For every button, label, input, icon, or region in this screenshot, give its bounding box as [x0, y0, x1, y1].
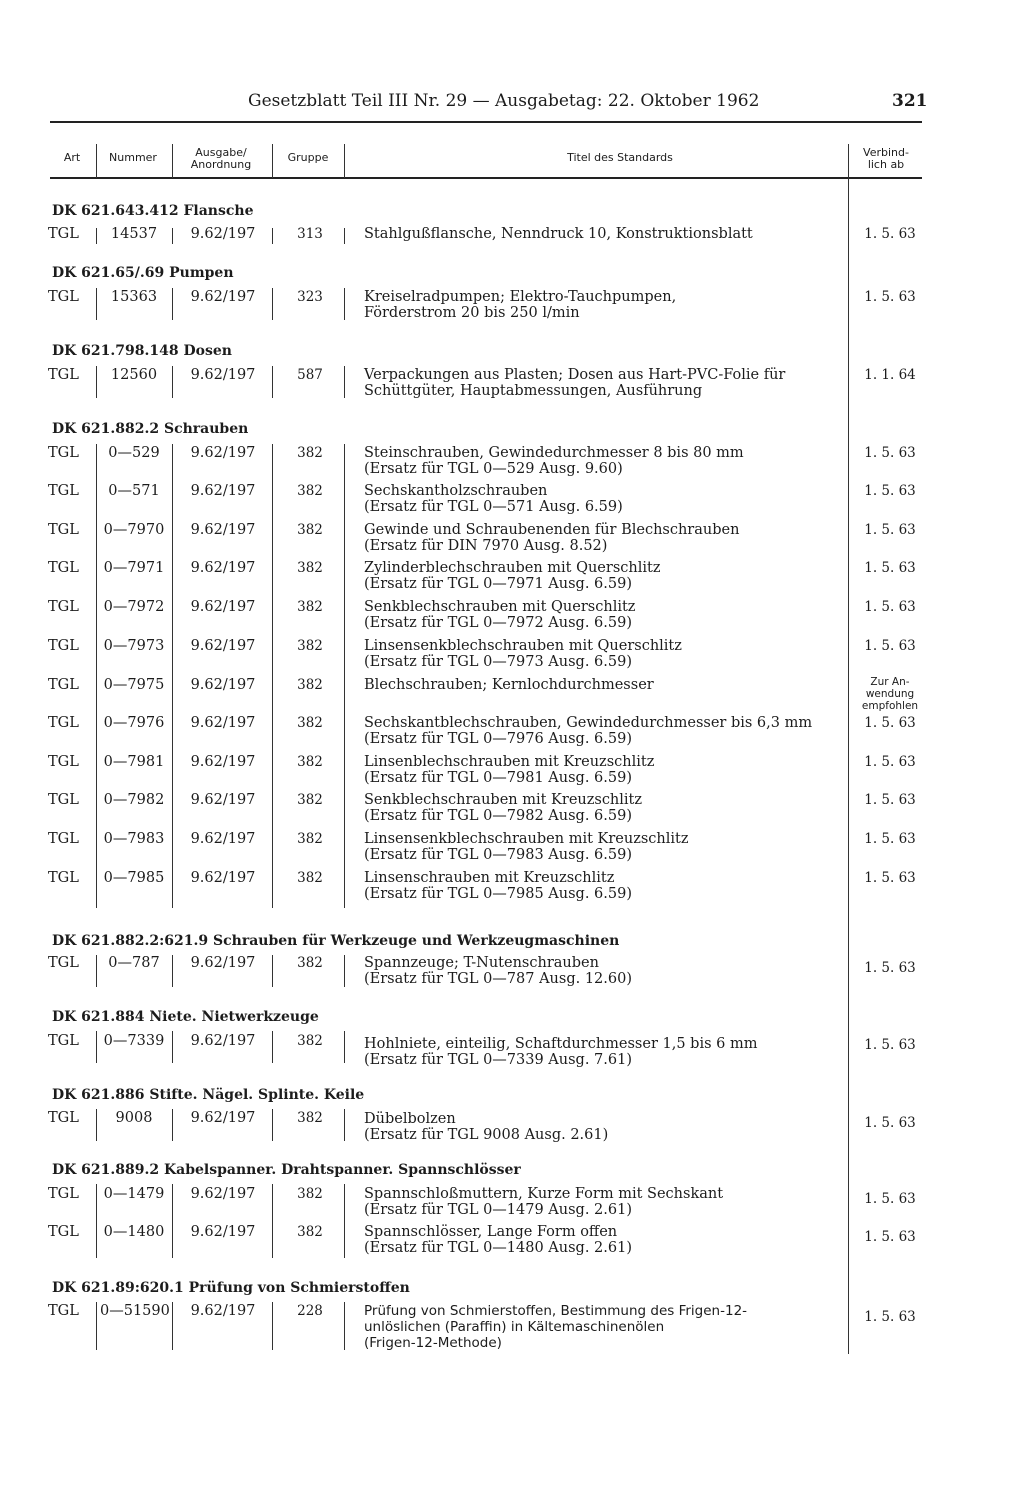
column-divider [96, 144, 97, 178]
cell-verbindlich: 1. 5. 63 [864, 1115, 916, 1131]
cell-art: TGL [48, 1186, 79, 1202]
cell-art: TGL [48, 445, 79, 461]
cell-art: TGL [48, 367, 79, 383]
cell-art: TGL [48, 1224, 79, 1240]
section-heading: DK 621.89:620.1 Prüfung von Schmierstoffen [52, 1280, 410, 1296]
titel-line-2: Schüttgüter, Hauptabmessungen, Ausführung [364, 383, 703, 399]
titel-line-2: (Ersatz für TGL 0—571 Ausg. 6.59) [364, 499, 623, 515]
cell-gruppe: 382 [297, 955, 323, 971]
cell-art: TGL [48, 599, 79, 615]
section-heading: DK 621.798.148 Dosen [52, 343, 232, 359]
cell-nummer: 0—7970 [103, 522, 165, 538]
cell-nummer: 0—7981 [103, 754, 165, 770]
cell-divider [96, 366, 97, 398]
titel-line-1: Senkblechschrauben mit Querschlitz [364, 599, 636, 615]
cell-art: TGL [48, 677, 79, 693]
column-header-gruppe: Gruppe [287, 151, 329, 164]
cell-art: TGL [48, 522, 79, 538]
cell-gruppe: 382 [297, 831, 323, 847]
cell-gruppe: 382 [297, 754, 323, 770]
cell-verbindlich: 1. 1. 64 [864, 367, 916, 383]
cell-art: TGL [48, 715, 79, 731]
cell-divider [272, 1031, 273, 1063]
cell-art: TGL [48, 754, 79, 770]
cell-titel [364, 1036, 757, 1068]
titel-line-1: Spannschloßmuttern, Kurze Form mit Sechskant [364, 1186, 724, 1202]
cell-ausgabe: 9.62/197 [190, 1033, 256, 1049]
cell-divider [172, 366, 173, 398]
cell-ausgabe: 9.62/197 [190, 367, 256, 383]
cell-verbindlich: 1. 5. 63 [864, 445, 916, 461]
cell-verbindlich: 1. 5. 63 [864, 638, 916, 654]
cell-titel [364, 483, 623, 515]
table-row [0, 870, 1024, 906]
cell-ausgabe: 9.62/197 [190, 677, 256, 693]
table-row [0, 226, 1024, 262]
section-heading: DK 621.65/.69 Pumpen [52, 265, 234, 281]
cell-art: TGL [48, 226, 79, 242]
cell-titel [364, 870, 632, 902]
cell-ausgabe: 9.62/197 [190, 715, 256, 731]
cell-ausgabe: 9.62/197 [190, 445, 256, 461]
section-heading: DK 621.882.2 Schrauben [52, 421, 249, 437]
cell-nummer: 0—7972 [103, 599, 165, 615]
cell-ausgabe: 9.62/197 [190, 483, 256, 499]
cell-titel [364, 1111, 608, 1143]
cell-divider [344, 1031, 345, 1063]
cell-titel [364, 560, 660, 592]
cell-nummer: 0—7985 [103, 870, 165, 886]
table-row [0, 792, 1024, 828]
cell-verbindlich: 1. 5. 63 [864, 226, 916, 242]
cell-verbindlich: 1. 5. 63 [864, 1229, 916, 1245]
table-row [0, 1033, 1024, 1069]
table-row [0, 715, 1024, 751]
column-header-verbindlich-line1: Verbind- [863, 146, 909, 159]
cell-divider [172, 1031, 173, 1063]
titel-line-2: (Ersatz für TGL 0—7976 Ausg. 6.59) [364, 731, 633, 747]
titel-line-2: (Ersatz für TGL 9008 Ausg. 2.61) [364, 1127, 609, 1143]
cell-nummer: 0—7973 [103, 638, 165, 654]
titel-line-2: (Ersatz für TGL 0—7985 Ausg. 6.59) [364, 886, 633, 902]
cell-nummer: 0—7339 [103, 1033, 165, 1049]
cell-verbindlich: 1. 5. 63 [864, 831, 916, 847]
cell-nummer: 0—787 [108, 955, 160, 971]
column-header-titel: Titel des Standards [567, 151, 673, 164]
cell-divider [272, 955, 273, 987]
cell-divider [96, 1109, 97, 1141]
cell-divider [344, 228, 345, 244]
cell-verbindlich: Zur An- wendung empfohlen [861, 676, 919, 712]
cell-ausgabe: 9.62/197 [190, 599, 256, 615]
cell-titel [364, 955, 632, 987]
cell-divider [272, 288, 273, 320]
cell-nummer: 0—7975 [103, 677, 165, 693]
cell-ausgabe: 9.62/197 [190, 831, 256, 847]
cell-verbindlich: 1. 5. 63 [864, 1191, 916, 1207]
cell-art: TGL [48, 870, 79, 886]
titel-line-1: Sechskantblechschrauben, Gewindedurchmesser bis 6,3 mm [364, 715, 813, 731]
cell-art: TGL [48, 792, 79, 808]
cell-nummer: 0—1479 [103, 1186, 165, 1202]
cell-gruppe: 382 [297, 1186, 323, 1202]
cell-gruppe: 382 [297, 445, 323, 461]
cell-divider [272, 1109, 273, 1141]
cell-titel [364, 792, 642, 824]
cell-titel [364, 677, 654, 693]
titel-line-1: Verpackungen aus Plasten; Dosen aus Hart-PVC-Folie für [364, 367, 786, 383]
cell-gruppe: 587 [297, 367, 323, 383]
cell-gruppe: 382 [297, 560, 323, 576]
cell-art: TGL [48, 1110, 79, 1126]
cell-titel [364, 831, 689, 863]
cell-nummer: 12560 [110, 367, 158, 383]
titel-line-1: Kreiselradpumpen; Elektro-Tauchpumpen, [364, 289, 677, 305]
titel-line-1: Linsensenkblechschrauben mit Querschlitz [364, 638, 682, 654]
cell-gruppe: 228 [297, 1303, 323, 1319]
titel-line-1: Stahlgußflansche, Nenndruck 10, Konstruktionsblatt [364, 226, 753, 242]
cell-gruppe: 382 [297, 792, 323, 808]
cell-ausgabe: 9.62/197 [190, 1110, 256, 1126]
column-header-ausgabe-line1: Ausgabe/ [195, 146, 247, 159]
titel-line-1: Spannzeuge; T-Nutenschrauben [364, 955, 599, 971]
cell-ausgabe: 9.62/197 [190, 226, 256, 242]
cell-nummer: 0—7982 [103, 792, 165, 808]
cell-titel [364, 1186, 723, 1218]
titel-line-3: (Frigen-12-Methode) [364, 1335, 502, 1351]
cell-ausgabe: 9.62/197 [190, 522, 256, 538]
table-row [0, 289, 1024, 325]
column-header-ausgabe-line2: Anordnung [190, 158, 252, 171]
cell-nummer: 9008 [115, 1110, 153, 1126]
cell-titel [364, 1224, 632, 1256]
titel-line-1: Dübelbolzen [364, 1111, 456, 1127]
column-header-rule [50, 177, 922, 179]
section-heading: DK 621.884 Niete. Nietwerkzeuge [52, 1009, 319, 1025]
titel-line-1: Hohlniete, einteilig, Schaftdurchmesser 1,5 bis 6 mm [364, 1036, 758, 1052]
titel-line-2: (Ersatz für TGL 0—529 Ausg. 9.60) [364, 461, 623, 477]
titel-line-1: Gewinde und Schraubenenden für Blechschrauben [364, 522, 740, 538]
cell-divider [96, 955, 97, 987]
cell-gruppe: 382 [297, 483, 323, 499]
cell-gruppe: 382 [297, 870, 323, 886]
titel-line-2: Förderstrom 20 bis 250 l/min [364, 305, 580, 321]
cell-titel [364, 445, 744, 477]
cell-ausgabe: 9.62/197 [190, 955, 256, 971]
column-header-verbindlich-line2: lich ab [867, 158, 905, 171]
column-header-art: Art [63, 151, 81, 164]
cell-ausgabe: 9.62/197 [190, 870, 256, 886]
cell-nummer: 0—7971 [103, 560, 165, 576]
section-heading: DK 621.643.412 Flansche [52, 203, 254, 219]
cell-ausgabe: 9.62/197 [190, 792, 256, 808]
column-header-ausgabe [176, 147, 266, 171]
cell-titel [364, 1303, 747, 1351]
section-heading: DK 621.886 Stifte. Nägel. Splinte. Keile [52, 1087, 365, 1103]
cell-divider [172, 955, 173, 987]
cell-art: TGL [48, 638, 79, 654]
titel-line-2: (Ersatz für TGL 0—7973 Ausg. 6.59) [364, 654, 633, 670]
cell-divider [272, 366, 273, 398]
cell-ausgabe: 9.62/197 [190, 560, 256, 576]
cell-art: TGL [48, 483, 79, 499]
table-row [0, 522, 1024, 558]
table-row [0, 754, 1024, 790]
titel-line-1: Prüfung von Schmierstoffen, Bestimmung des Frigen-12- [364, 1303, 748, 1319]
titel-line-2: (Ersatz für TGL 0—7972 Ausg. 6.59) [364, 615, 633, 631]
titel-line-2: (Ersatz für TGL 0—7983 Ausg. 6.59) [364, 847, 633, 863]
column-header-nummer: Nummer [109, 151, 157, 164]
column-header-verbindlich [850, 147, 922, 171]
section-heading: DK 621.889.2 Kabelspanner. Drahtspanner. Spannschlösser [52, 1162, 521, 1178]
titel-line-2: (Ersatz für TGL 0—7971 Ausg. 6.59) [364, 576, 633, 592]
column-divider [172, 144, 173, 178]
cell-gruppe: 382 [297, 715, 323, 731]
cell-verbindlich: 1. 5. 63 [864, 754, 916, 770]
cell-divider [96, 288, 97, 320]
cell-art: TGL [48, 1033, 79, 1049]
table-row [0, 483, 1024, 519]
cell-divider [96, 1031, 97, 1063]
cell-divider [172, 288, 173, 320]
cell-gruppe: 382 [297, 1224, 323, 1240]
cell-ausgabe: 9.62/197 [190, 1303, 256, 1319]
cell-art: TGL [48, 831, 79, 847]
cell-titel [364, 367, 785, 399]
table-row [0, 955, 1024, 991]
titel-line-2: (Ersatz für TGL 0—787 Ausg. 12.60) [364, 971, 633, 987]
cell-nummer: 0—7976 [103, 715, 165, 731]
table-row [0, 831, 1024, 867]
cell-gruppe: 382 [297, 522, 323, 538]
cell-verbindlich: 1. 5. 63 [864, 1309, 916, 1325]
cell-verbindlich: 1. 5. 63 [864, 560, 916, 576]
cell-divider [96, 228, 97, 244]
cell-verbindlich: 1. 5. 63 [864, 483, 916, 499]
titel-line-2: (Ersatz für TGL 0—1480 Ausg. 2.61) [364, 1240, 633, 1256]
titel-line-1: Spannschlösser, Lange Form offen [364, 1224, 618, 1240]
cell-titel [364, 599, 635, 631]
cell-gruppe: 382 [297, 1033, 323, 1049]
titel-line-2: (Ersatz für TGL 0—1479 Ausg. 2.61) [364, 1202, 633, 1218]
table-row [0, 1110, 1024, 1146]
titel-line-1: Senkblechschrauben mit Kreuzschlitz [364, 792, 643, 808]
titel-line-2: (Ersatz für DIN 7970 Ausg. 8.52) [364, 538, 608, 554]
cell-nummer: 15363 [110, 289, 158, 305]
table-row [0, 445, 1024, 481]
section-heading: DK 621.882.2:621.9 Schrauben für Werkzeuge und Werkzeugmaschinen [52, 933, 620, 949]
titel-line-1: Sechskantholzschrauben [364, 483, 548, 499]
cell-verbindlich: 1. 5. 63 [864, 870, 916, 886]
cell-titel [364, 715, 812, 747]
cell-art: TGL [48, 955, 79, 971]
table-row [0, 677, 1024, 713]
cell-nummer: 0—529 [108, 445, 160, 461]
cell-titel [364, 754, 654, 786]
titel-line-2: unlöslichen (Paraffin) in Kältemaschinenölen [364, 1319, 665, 1335]
cell-art: TGL [48, 560, 79, 576]
cell-ausgabe: 9.62/197 [190, 1224, 256, 1240]
cell-verbindlich: 1. 5. 63 [864, 522, 916, 538]
table-row [0, 1303, 1024, 1355]
cell-ausgabe: 9.62/197 [190, 289, 256, 305]
cell-gruppe: 323 [297, 289, 323, 305]
cell-gruppe: 313 [297, 226, 323, 242]
cell-titel [364, 522, 739, 554]
cell-art: TGL [48, 1303, 79, 1319]
table-row [0, 638, 1024, 674]
cell-ausgabe: 9.62/197 [190, 638, 256, 654]
table-row [0, 560, 1024, 596]
header-rule [50, 121, 922, 123]
table-row [0, 1186, 1024, 1222]
cell-nummer: 0—7983 [103, 831, 165, 847]
cell-verbindlich: 1. 5. 63 [864, 960, 916, 976]
cell-verbindlich: 1. 5. 63 [864, 1037, 916, 1053]
cell-divider [272, 228, 273, 244]
cell-nummer: 0—51590 [100, 1303, 170, 1319]
cell-titel [364, 638, 682, 670]
table-row [0, 1224, 1024, 1260]
titel-line-2: (Ersatz für TGL 0—7981 Ausg. 6.59) [364, 770, 633, 786]
cell-gruppe: 382 [297, 599, 323, 615]
page-number: 321 [892, 91, 928, 111]
cell-titel [364, 289, 676, 321]
titel-line-1: Linsenblechschrauben mit Kreuzschlitz [364, 754, 655, 770]
cell-divider [344, 1109, 345, 1141]
titel-line-1: Linsenschrauben mit Kreuzschlitz [364, 870, 615, 886]
column-divider [272, 144, 273, 178]
titel-line-1: Linsensenkblechschrauben mit Kreuzschlitz [364, 831, 689, 847]
titel-line-1: Steinschrauben, Gewindedurchmesser 8 bis 80 mm [364, 445, 744, 461]
cell-gruppe: 382 [297, 1110, 323, 1126]
cell-gruppe: 382 [297, 677, 323, 693]
cell-nummer: 0—1480 [103, 1224, 165, 1240]
table-row [0, 599, 1024, 635]
cell-divider [344, 366, 345, 398]
column-divider [344, 144, 345, 178]
page-header-title: Gesetzblatt Teil III Nr. 29 — Ausgabetag: 22. Oktober 1962 [248, 91, 760, 111]
cell-verbindlich: 1. 5. 63 [864, 599, 916, 615]
titel-line-1: Blechschrauben; Kernlochdurchmesser [364, 677, 654, 693]
cell-ausgabe: 9.62/197 [190, 754, 256, 770]
titel-line-1: Zylinderblechschrauben mit Querschlitz [364, 560, 661, 576]
table-row [0, 367, 1024, 403]
cell-divider [344, 955, 345, 987]
cell-divider [344, 288, 345, 320]
cell-titel [364, 226, 753, 242]
cell-divider [172, 1109, 173, 1141]
cell-art: TGL [48, 289, 79, 305]
cell-gruppe: 382 [297, 638, 323, 654]
cell-divider [172, 228, 173, 244]
cell-verbindlich: 1. 5. 63 [864, 715, 916, 731]
cell-nummer: 0—571 [108, 483, 160, 499]
titel-line-2: (Ersatz für TGL 0—7339 Ausg. 7.61) [364, 1052, 633, 1068]
cell-verbindlich: 1. 5. 63 [864, 289, 916, 305]
cell-nummer: 14537 [110, 226, 158, 242]
cell-verbindlich: 1. 5. 63 [864, 792, 916, 808]
titel-line-2: (Ersatz für TGL 0—7982 Ausg. 6.59) [364, 808, 633, 824]
cell-ausgabe: 9.62/197 [190, 1186, 256, 1202]
